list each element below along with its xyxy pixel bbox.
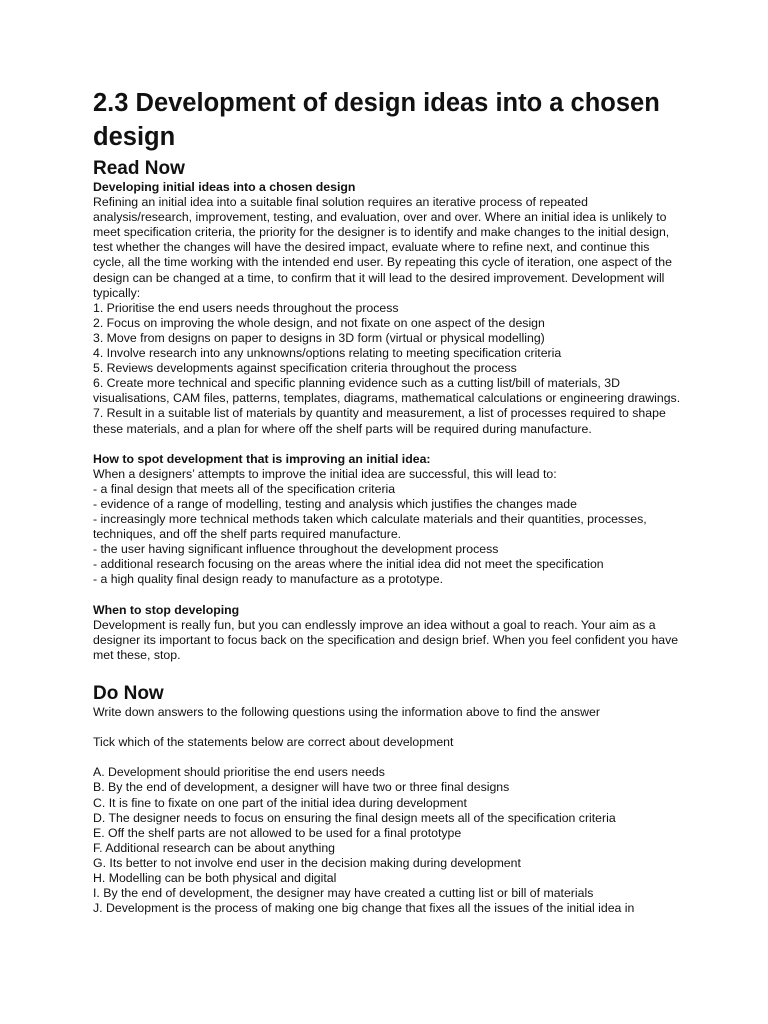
read-now-heading: Read Now [93,158,185,179]
page-title: 2.3 Development of design ideas into a chosen design [93,89,660,151]
statement-item: H. Modelling can be both physical and digital [93,871,337,886]
statement-item: B. By the end of development, a designer will have two or three final designs [93,780,510,795]
do-now-instruction: Write down answers to the following questions using the information above to find the answer [93,705,600,719]
list-item: - additional research focusing on the areas where the initial idea did not meet the specification [93,557,604,572]
development-list [93,301,683,437]
section-stop-heading: When to stop developing [93,602,240,617]
document-page [93,86,683,916]
statement-item: F. Additional research can be about anything [93,840,336,855]
list-item: 2. Focus on improving the whole design, and not fixate on one aspect of the design [93,315,545,330]
list-item: 7. Result in a suitable list of materials by quantity and measurement, a list of processes required to shape these materials, and a plan for where off the shelf parts will be required during manufacture. [93,406,666,436]
list-item: 6. Create more technical and specific planning evidence such as a cutting list/bill of materials, 3D visualisations, CAM files, patterns, templates, diagrams, mathematical calculations or engineering drawings. [93,376,681,406]
statement-item: I. By the end of development, the designer may have created a cutting list or bill of materials [93,886,594,901]
section-developing-heading: Developing initial ideas into a chosen design [93,180,356,194]
spot-list [93,482,683,588]
statement-item: E. Off the shelf parts are not allowed to be used for a final prototype [93,825,462,840]
do-now-heading: Do Now [93,683,164,704]
statement-item: D. The designer needs to focus on ensuring the final design meets all of the specification criteria [93,810,616,825]
list-item: - the user having significant influence throughout the development process [93,542,499,557]
list-item: - a high quality final design ready to manufacture as a prototype. [93,572,443,587]
list-item: 1. Prioritise the end users needs throughout the process [93,300,399,315]
list-item: 3. Move from designs on paper to designs in 3D form (virtual or physical modelling) [93,330,545,345]
list-item: - evidence of a range of modelling, testing and analysis which justifies the changes made [93,496,577,511]
section-spot-intro: When a designers’ attempts to improve the initial idea are successful, this will lead to: [93,466,557,481]
section-stop-paragraph: Development is really fun, but you can endlessly improve an idea without a goal to reach. Your aim as a designer its important to focus back on the specification and design brief. When you feel confident you have met these, stop. [93,617,679,662]
section-spot-heading: How to spot development that is improving an initial idea: [93,451,431,466]
statement-item: C. It is fine to fixate on one part of the initial idea during development [93,795,467,810]
statement-item: A. Development should prioritise the end users needs [93,765,385,780]
statement-item: G. Its better to not involve end user in the decision making during development [93,855,521,870]
section-developing-paragraph: Refining an initial idea into a suitable final solution requires an iterative process of repeated analysis/research, improvement, testing, and evaluation, over and over. Where an initial idea is unlikely to meet specification criteria, the priority for the designer is to identify and make changes to the initial design, test whether the changes will have the desired impact, evaluate where to refine next, and continue this cycle, all the time working with the intended end user. By repeating this cycle of iteration, one aspect of the design can be changed at a time, to confirm that it will lead to the desired improvement. Development will typically: [93,195,672,300]
statement-item: J. Development is the process of making one big change that fixes all the issues of the initial idea in [93,901,635,916]
list-item: - a final design that meets all of the specification criteria [93,481,396,496]
list-item: 4. Involve research into any unknowns/options relating to meeting specification criteria [93,346,562,361]
list-item: - increasingly more technical methods taken which calculate materials and their quantities, processes, techniques, and off the shelf parts required manufacture. [93,512,647,542]
list-item: 5. Reviews developments against specification criteria throughout the process [93,361,517,376]
statement-list [93,765,683,916]
do-now-question: Tick which of the statements below are correct about development [93,735,454,750]
